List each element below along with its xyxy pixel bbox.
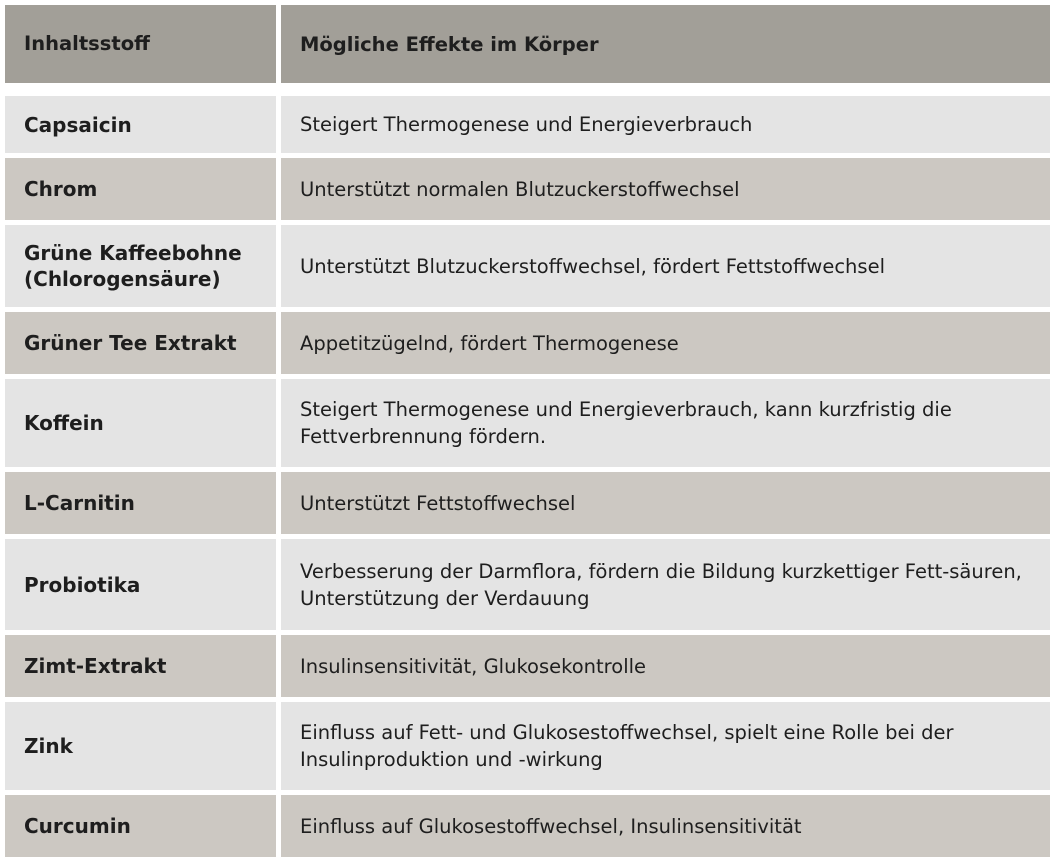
effect-text: Unterstützt normalen Blutzuckerstoffwechsel	[300, 177, 740, 201]
ingredient-name: Capsaicin	[24, 112, 132, 137]
ingredient-cell	[5, 312, 276, 374]
ingredient-cell	[5, 702, 276, 790]
table-row	[5, 472, 1050, 534]
ingredients-table	[5, 5, 1050, 862]
table-row	[5, 96, 1050, 153]
ingredient-cell	[5, 472, 276, 534]
column-header-effects: Mögliche Effekte im Körper	[281, 5, 1050, 83]
ingredient-name: Zimt-Extrakt	[24, 654, 167, 678]
effect-cell	[281, 158, 1050, 220]
effect-text: Verbesserung der Darmflora, fördern die Bildung kurzkettiger Fett-säuren, Unterstützung der Verdauung	[300, 559, 1022, 610]
table-row	[5, 539, 1050, 630]
ingredient-name: Zink	[24, 734, 73, 758]
effect-cell	[281, 472, 1050, 534]
effect-cell	[281, 96, 1050, 153]
ingredient-name: L-Carnitin	[24, 491, 135, 515]
effect-cell	[281, 635, 1050, 697]
effect-text: Steigert Thermogenese und Energieverbrauch, kann kurzfristig die Fettverbrennung fördern.	[300, 398, 952, 448]
ingredient-cell	[5, 635, 276, 697]
ingredient-name: Grüne Kaffeebohne (Chlorogensäure)	[24, 241, 242, 291]
table-header-row	[5, 5, 1050, 83]
effect-cell	[281, 379, 1050, 467]
effect-text: Unterstützt Fettstoffwechsel	[300, 491, 576, 515]
ingredient-name: Chrom	[24, 177, 98, 201]
column-header-ingredient: Inhaltsstoff	[5, 5, 276, 83]
ingredient-cell	[5, 379, 276, 467]
effect-text: Unterstützt Blutzuckerstoffwechsel, fördert Fettstoffwechsel	[300, 254, 885, 278]
table-row	[5, 635, 1050, 697]
table-row	[5, 702, 1050, 790]
ingredient-cell	[5, 225, 276, 307]
effect-cell	[281, 312, 1050, 374]
table-row	[5, 379, 1050, 467]
effect-text: Einfluss auf Fett- und Glukosestoffwechsel, spielt eine Rolle bei der Insulinproduktion und -wirkung	[300, 721, 954, 771]
table-row	[5, 795, 1050, 857]
ingredient-cell	[5, 158, 276, 220]
effect-text: Steigert Thermogenese und Energieverbrauch	[300, 113, 753, 136]
effect-cell	[281, 795, 1050, 857]
effect-cell	[281, 225, 1050, 307]
effect-cell	[281, 539, 1050, 630]
effect-text: Insulinsensitivität, Glukosekontrolle	[300, 654, 647, 678]
ingredient-name: Koffein	[24, 411, 104, 435]
effect-text: Einfluss auf Glukosestoffwechsel, Insulinsensitivität	[300, 814, 802, 838]
effect-text: Appetitzügelnd, fördert Thermogenese	[300, 331, 679, 355]
ingredient-name: Probiotika	[24, 572, 141, 597]
table-row	[5, 158, 1050, 220]
table-row	[5, 225, 1050, 307]
ingredient-cell	[5, 96, 276, 153]
ingredient-name: Curcumin	[24, 814, 131, 838]
ingredient-cell	[5, 539, 276, 630]
ingredient-name: Grüner Tee Extrakt	[24, 331, 237, 355]
ingredient-cell	[5, 795, 276, 857]
effect-cell	[281, 702, 1050, 790]
table-row	[5, 312, 1050, 374]
